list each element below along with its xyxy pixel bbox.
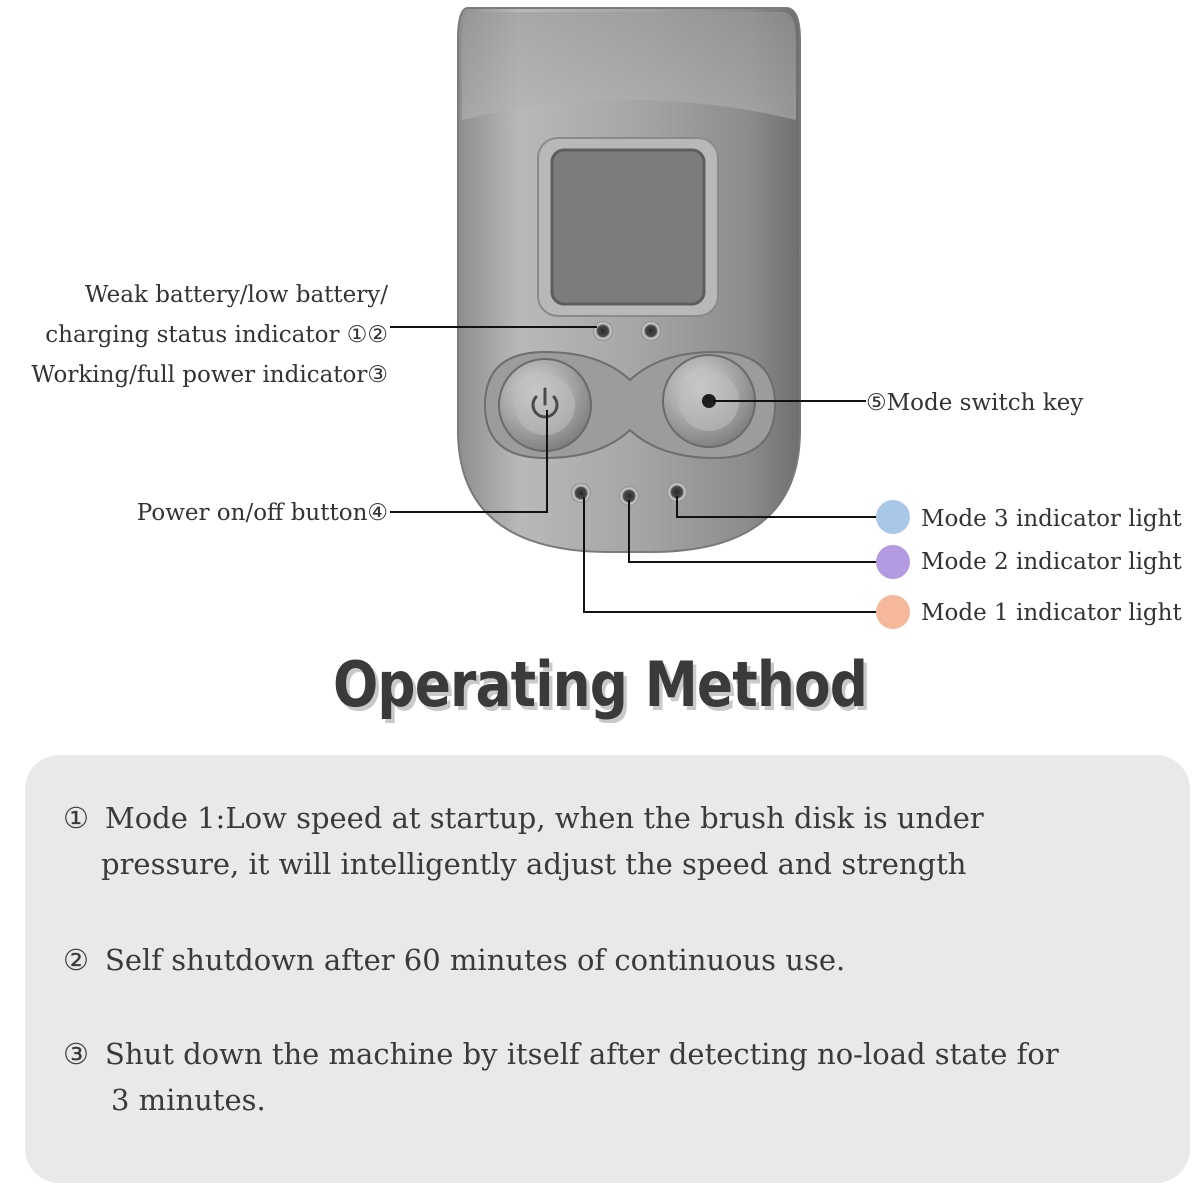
power-button-label: Power on/off button④ bbox=[136, 500, 388, 526]
display-screen bbox=[538, 138, 718, 316]
section-title: Operating Method bbox=[332, 648, 868, 721]
mode2-label: Mode 2 indicator light bbox=[921, 549, 1182, 575]
mode1-color-dot bbox=[876, 595, 910, 629]
step-item-1 bbox=[63, 795, 984, 887]
working-indicator-label: Working/full power indicator③ bbox=[31, 362, 388, 388]
mode3-color-dot bbox=[876, 500, 910, 534]
mode2-color-dot bbox=[876, 545, 910, 579]
battery-indicator-1 bbox=[593, 321, 613, 341]
step-number: ③ bbox=[63, 1037, 89, 1071]
battery-label-line2: charging status indicator ①② bbox=[45, 322, 388, 348]
step-text-line1: Mode 1:Low speed at startup, when the brush disk is under bbox=[105, 801, 984, 835]
step-item-3 bbox=[63, 1031, 1059, 1123]
step-number: ① bbox=[63, 801, 89, 835]
battery-label-line1: Weak battery/low battery/ bbox=[84, 282, 388, 308]
mode3-label: Mode 3 indicator light bbox=[921, 506, 1182, 532]
mode1-label: Mode 1 indicator light bbox=[921, 600, 1182, 626]
mode-switch-label: ⑤Mode switch key bbox=[866, 390, 1084, 416]
battery-indicator-2 bbox=[641, 321, 661, 341]
step-text-line1: Shut down the machine by itself after detecting no-load state for bbox=[105, 1037, 1059, 1071]
step-text-line2: 3 minutes. bbox=[111, 1083, 266, 1117]
step-text-line2: pressure, it will intelligently adjust the speed and strength bbox=[101, 847, 967, 881]
mode1-indicator-dot bbox=[571, 483, 591, 503]
step-number: ② bbox=[63, 943, 89, 977]
info-panel bbox=[25, 755, 1190, 1183]
step-item-2 bbox=[63, 937, 845, 983]
step-text-line1: Self shutdown after 60 minutes of continuous use. bbox=[105, 943, 846, 977]
